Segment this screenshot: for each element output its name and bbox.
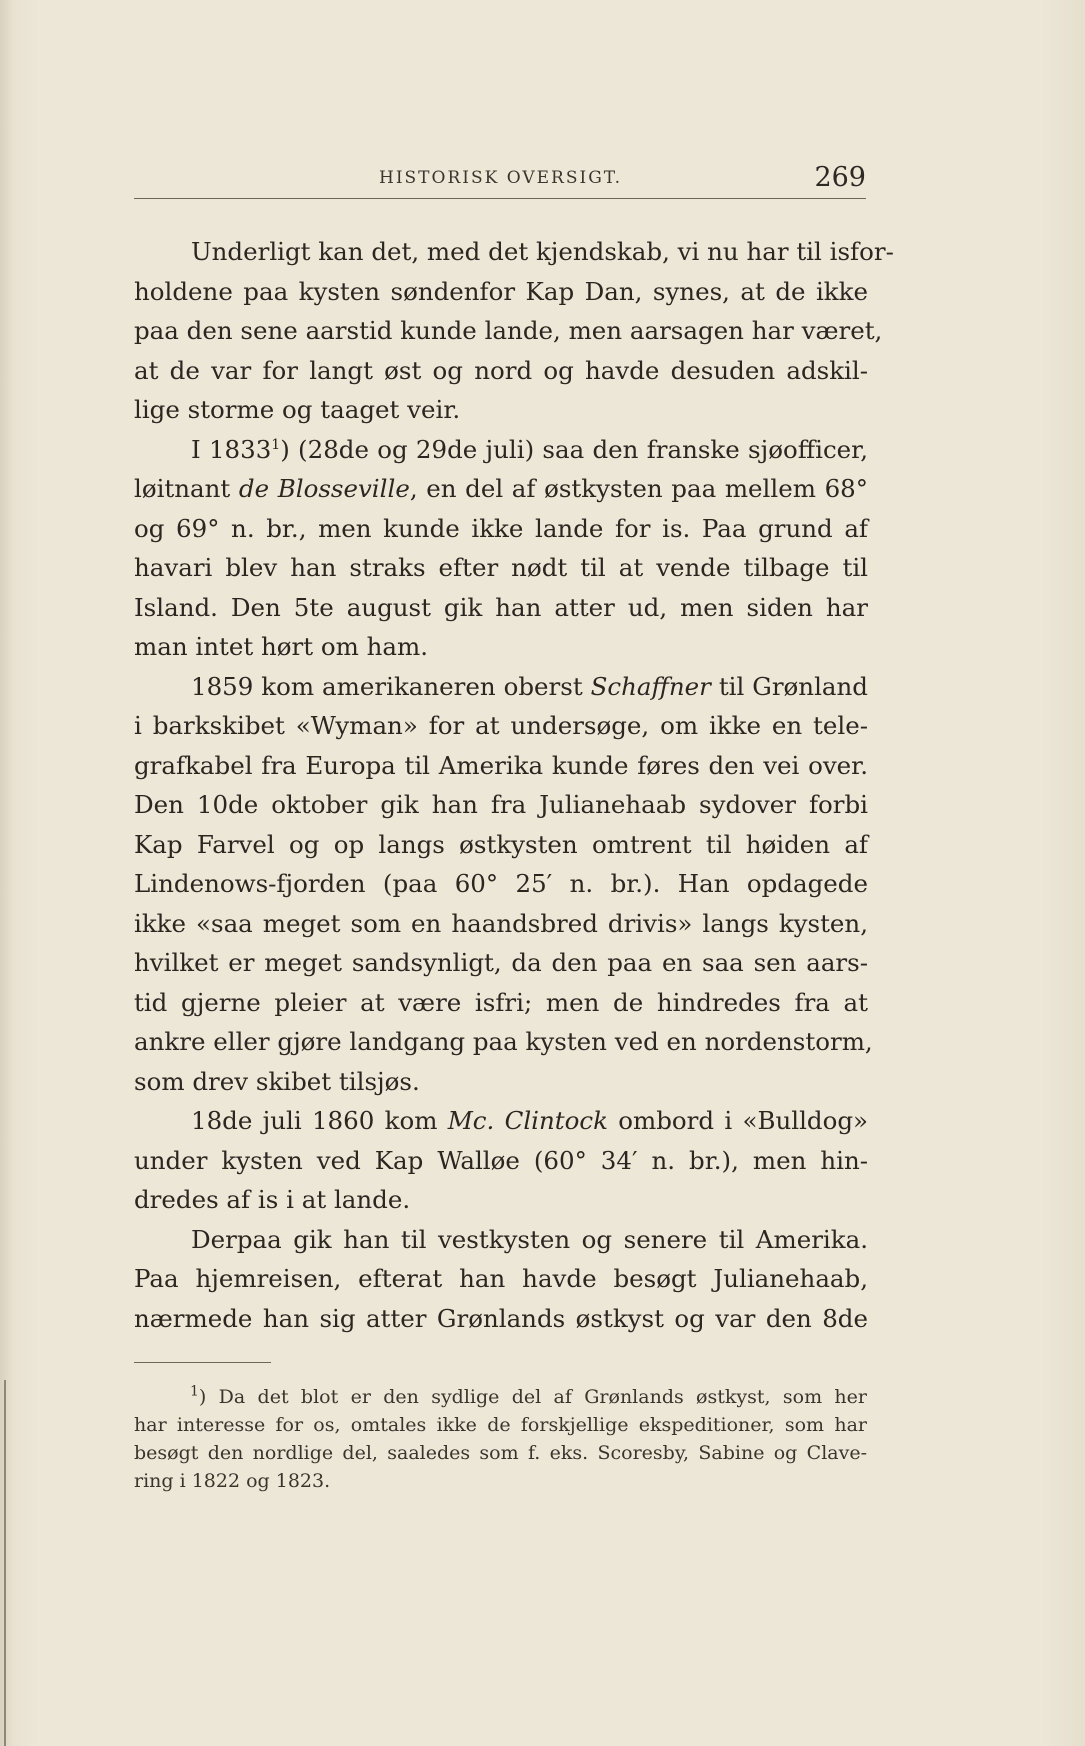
text-line: Lindenows-fjorden (paa 60° 25′ n. br.). Han opdagede — [134, 869, 868, 898]
text-line: man intet hørt om ham. — [134, 632, 429, 661]
text-line: Derpaa gik han til vestkysten og senere til Amerika. — [191, 1224, 868, 1254]
text-line: Kap Farvel og op langs østkysten omtrent til høiden af — [134, 829, 868, 859]
person-name: de Blosseville — [238, 474, 410, 503]
text-line: og 69° n. br., men kunde ikke lande for is. Paa grund af — [134, 513, 868, 543]
text-line: tid gjerne pleier at være isfri; men de hindredes fra at — [134, 987, 868, 1017]
text-segment: ) (28de og 29de juli) saa den franske sjøofficer, — [280, 434, 868, 464]
text-line: Underligt kan det, med det kjendskab, vi nu har til isfor- — [191, 237, 894, 266]
text-segment: til Grønland — [710, 671, 868, 701]
body-text — [134, 232, 894, 1338]
text-line: Den 10de oktober gik han fra Julianehaab sydover forbi — [134, 790, 868, 819]
footnote-line — [134, 1383, 867, 1411]
text-segment: 18de juli 1860 kom — [191, 1106, 438, 1135]
text-line — [134, 430, 868, 470]
text-segment: ombord i «Bulldog» — [607, 1106, 869, 1135]
text-line — [134, 1101, 868, 1141]
footnote-line: besøgt den nordlige del, saaledes som f. eks. Scoresby, Sabine og Clave- — [134, 1442, 867, 1464]
person-name: Mc. Clintock — [447, 1106, 608, 1135]
text-line: Paa hjemreisen, efterat han havde besøgt Julianehaab, — [134, 1264, 868, 1293]
text-line — [134, 667, 868, 707]
text-line: i barkskibet «Wyman» for at undersøge, om ikke en tele- — [134, 711, 868, 740]
footnote-reference: 1 — [271, 436, 281, 453]
page-number: 269 — [814, 162, 866, 193]
text-line: havari blev han straks efter nødt til at vende tilbage til — [134, 553, 868, 582]
footnote-line: har interesse for os, omtales ikke de forskjellige ekspeditioner, som har — [134, 1414, 867, 1436]
text-line: ankre eller gjøre landgang paa kysten ved en nordenstorm, — [134, 1027, 873, 1056]
text-line: Island. Den 5te august gik han atter ud, men siden har — [134, 592, 868, 622]
text-line — [134, 469, 868, 509]
text-line: holdene paa kysten søndenfor Kap Dan, synes, at de ikke — [134, 276, 868, 306]
text-segment: løitnant — [134, 474, 231, 503]
text-segment: , en del af østkysten paa mellem 68° — [409, 474, 869, 503]
text-line: lige storme og taaget veir. — [134, 395, 461, 424]
text-line: dredes af is i at lande. — [134, 1185, 411, 1214]
text-line: nærmede han sig atter Grønlands østkyst og var den 8de — [134, 1303, 868, 1333]
footnote-line: ring i 1822 og 1823. — [134, 1470, 331, 1492]
page-header — [134, 158, 866, 202]
footnote-marker: 1 — [190, 1383, 199, 1400]
person-name: Schaffner — [590, 671, 711, 701]
text-line: paa den sene aarstid kunde lande, men aarsagen har været, — [134, 316, 883, 345]
running-head: HISTORISK OVERSIGT. — [379, 168, 623, 188]
text-line: ikke «saa meget som en haandsbred drivis» langs kysten, — [134, 908, 868, 938]
text-line: som drev skibet tilsjøs. — [134, 1066, 420, 1096]
text-line: at de var for langt øst og nord og havde desuden adskil- — [134, 355, 868, 385]
text-segment: I 1833 — [191, 434, 272, 464]
text-line: grafkabel fra Europa til Amerika kunde føres den vei over. — [134, 750, 868, 780]
footnote-rule — [134, 1362, 271, 1363]
text-segment: 1859 kom amerikaneren oberst — [191, 671, 583, 701]
footnote — [134, 1383, 867, 1495]
text-line: hvilket er meget sandsynligt, da den paa en saa sen aars- — [134, 948, 868, 977]
text-line: under kysten ved Kap Walløe (60° 34′ n. br.), men hin- — [134, 1145, 868, 1175]
header-rule — [134, 198, 866, 199]
page-edge-line — [4, 1380, 6, 1746]
text-segment: ) Da det blot er den sydlige del af Grønlands østkyst, som her — [198, 1386, 867, 1408]
